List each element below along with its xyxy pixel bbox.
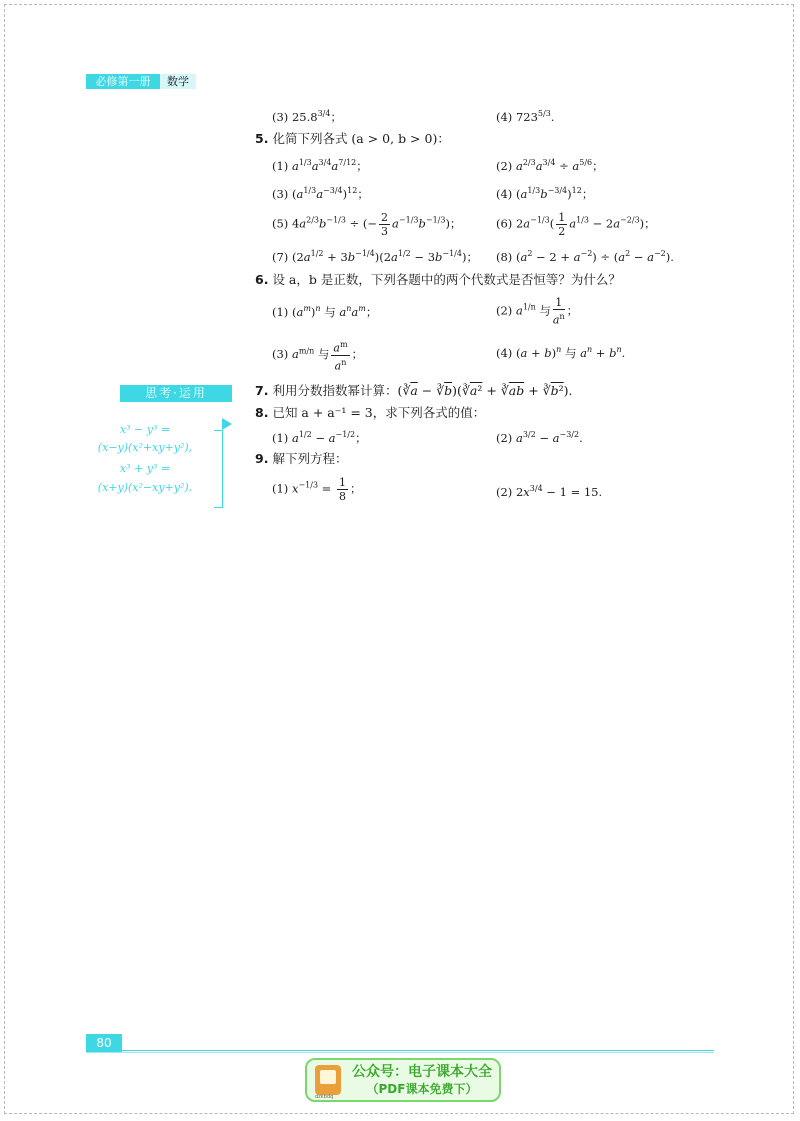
exponent: 3/4 <box>317 109 331 118</box>
q8-item-2: (2) $a^{3/2} - a^{-3/2}$. <box>496 430 583 445</box>
sidebar-line-4: (x+y)(x²−xy+y²). <box>97 481 193 494</box>
q6-item-3: (3) $a^{m/n}$ 与 $\frac{a^m}{a^n}$ ； <box>272 340 364 373</box>
exponent: 5/3 <box>537 109 551 118</box>
q5-item-4: (4) $(a^{1/3}b^{-3/4})^{12}$； <box>496 186 594 201</box>
q6-item-2: (2) $a^{1/n}$ 与 $\frac{1}{a^n}$ ； <box>496 296 579 327</box>
book-icon <box>315 1065 341 1095</box>
q5-item-7: (7) $(2a^{1/2} + 3b^{-1/4})(2a^{1/2} - 3b^{-1/4})$； <box>272 249 478 264</box>
q5-item-5: (5) $4a^{2/3}b^{-1/3}$ ÷ (− $\frac{2}{3}$ $a^{-1/3}b^{-1/3}$)； <box>272 211 462 238</box>
question-9: 9. 解下列方程： <box>255 451 348 466</box>
question-5: 5. 化简下列各式 (a > 0, b > 0)： <box>255 131 450 146</box>
sidebar-line-3: x³ + y³ = <box>119 462 171 475</box>
watermark-line-1: 公众号：电子课本大全 <box>352 1064 492 1080</box>
sidebar-line-1: x³ − y³ = <box>119 423 171 436</box>
watermark-line-2: （PDF课本免费下） <box>366 1082 478 1096</box>
footer-rule-light <box>86 1052 714 1053</box>
footer-rule <box>122 1050 714 1051</box>
q9-item-1: (1) $x^{-1/3}$ = $\frac{1}{8}$ ； <box>272 476 362 503</box>
q5-item-8: (8) $(a^2 - 2 + a^{-2}) \div (a^2 - a^{-2})$. <box>496 249 674 264</box>
problem-4-4: (4) 7235/3. <box>496 106 554 125</box>
page-number: 80 <box>86 1034 122 1052</box>
watermark-small: dzkbdq <box>315 1094 334 1100</box>
watermark-badge <box>305 1058 501 1102</box>
question-8: 8. 已知 a + a⁻¹ = 3，求下列各式的值： <box>255 405 486 420</box>
q6-item-1: (1) $(a^m)^n$ 与 $a^na^m$； <box>272 304 378 319</box>
q6-item-4: (4) $(a + b)^n$ 与 $a^n + b^n$. <box>496 345 626 360</box>
question-7: 7. 利用分数指数幂计算：($∛\overline{a}$ − $∛\overline{b})(∛a^2$ + $∛\overline{ab}$ + ∛b²). <box>255 383 573 398</box>
arrow-icon <box>222 418 232 430</box>
question-6: 6. 设 a，b 是正数，下列各题中的两个代数式是否恒等？为什么？ <box>255 272 621 287</box>
book-label: 必修第一册 <box>86 74 160 89</box>
q5-item-1: (1) $a^{1/3}a^{3/4}a^{7/12}$； <box>272 158 368 173</box>
sidebar-line-2: (x−y)(x²+xy+y²), <box>97 441 193 454</box>
subject-label: 数学 <box>160 74 196 89</box>
q9-item-2: (2) $2x^{3/4} - 1 = 15$. <box>496 484 603 499</box>
q5-item-2: (2) $a^{2/3}a^{3/4} \div a^{5/6}$； <box>496 158 604 173</box>
problem-4-3: (3) 25.83/4； <box>272 106 342 125</box>
q5-item-6: (6) $2a^{-1/3}$( $\frac{1}{2}$ $a^{1/3} - 2a^{-2/3}$)； <box>496 211 656 238</box>
think-apply-title: 思考·运用 <box>120 385 232 402</box>
page-frame <box>4 4 794 1114</box>
q5-item-3: (3) $(a^{1/3}a^{-3/4})^{12}$； <box>272 186 369 201</box>
q8-item-1: (1) $a^{1/2} - a^{-1/2}$； <box>272 430 367 445</box>
sidebar-bracket <box>214 430 223 508</box>
